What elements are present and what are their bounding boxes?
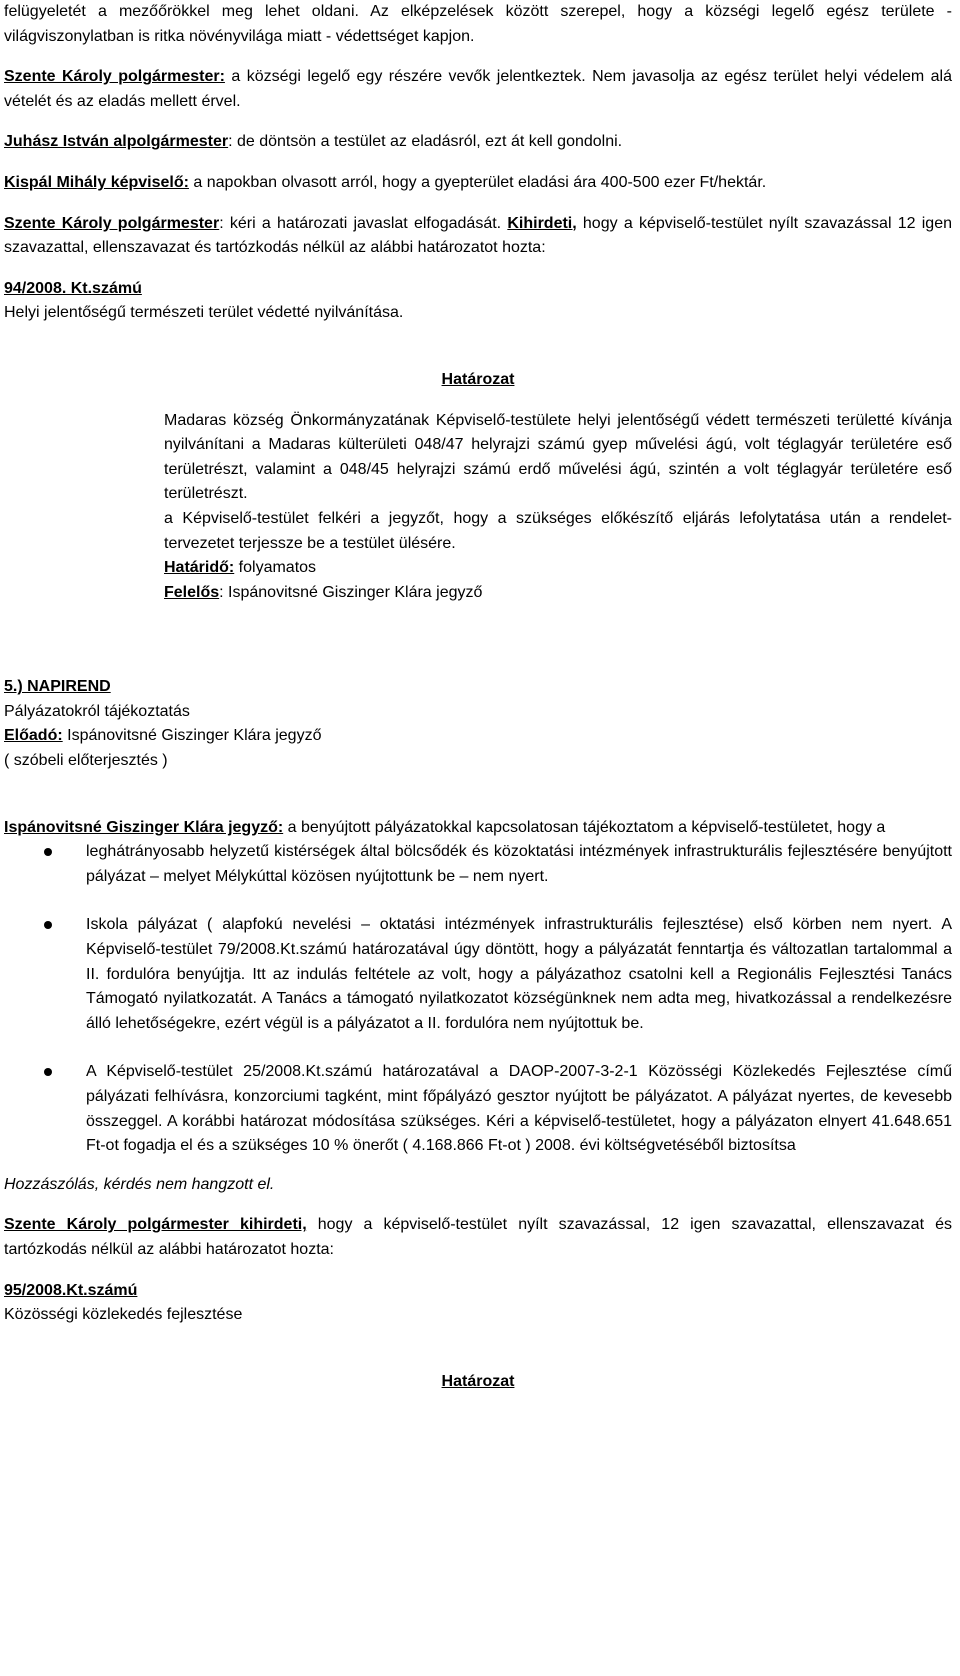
responsible-label: Felelős [164, 583, 220, 601]
paragraph-mayor-vote [4, 212, 952, 261]
list-item-text: Iskola pályázat ( alapfokú nevelési – oktatási intézmények infrastrukturális fejlesztése) első körben nem nyert. A Képviselő-testület 79/2008.Kt.számú határozatával úgy döntött, hogy a pályázatát fenntartja és változatlan tartalommal a II. fordulóra benyújtja. Itt az indulás feltétele az volt, hogy a pályázathoz csatolni kell a Regionális Fejlesztési Tanács Támogató nyilatkozatát. A Tanács a támogató nyilatkozatot községünknek nem adta meg, hivatkozással a rendelkezésre álló lehetőségekre, ezért végül is a pályázatot a II. fordulóra nem nyújtottuk be. [86, 916, 952, 1032]
resolution-number: 94/2008. Kt.számú [4, 279, 142, 297]
list-item [4, 913, 952, 1036]
resolution-deadline [164, 556, 952, 581]
responsible-value: : Ispánovitsné Giszinger Klára jegyző [219, 583, 483, 601]
paragraph-mayor-announce [4, 1213, 952, 1262]
agenda-heading: 5.) NAPIREND [4, 678, 111, 696]
paragraph-text: : de döntsön a testület az eladásról, ezt át kell gondolni. [228, 133, 623, 151]
speaker-name: Szente Károly polgármester kihirdeti, [4, 1216, 307, 1234]
resolution-body [164, 409, 952, 606]
presenter-value: Ispánovitsné Giszinger Klára jegyző [62, 727, 322, 745]
speaker-name: Juhász István alpolgármester [4, 133, 229, 151]
paragraph-text: a napokban olvasott arról, hogy a gyepterület eladási ára 400-500 ezer Ft/hektár. [188, 173, 767, 191]
paragraph-deputy-mayor [4, 130, 952, 155]
paragraph-text: a benyújtott pályázatokkal kapcsolatosan tájékoztatom a képviselő-testületet, hogy a [283, 818, 886, 836]
resolution-number: 95/2008.Kt.számú [4, 1281, 138, 1299]
paragraph-intro: felügyeletét a mezőőrökkel meg lehet oldani. Az elképzelések között szerepel, hogy a községi legelő egész területe - világviszonylatban is ritka növényvilága miatt - védettséget kapjon. [4, 3, 952, 45]
list-item-text: A Képviselő-testület 25/2008.Kt.számú határozatával a DAOP-2007-3-2-1 Közösségi Közlekedés Fejlesztése című pályázati felhívásra, konzorciumi tagként, mint főpályázó gesztor nyújtott be pályázatot. A pályázat nyertes, de kevesebb összeggel. A korábbi határozat módosítása szükséges. Kéri a képviselő-testületet, hogy a pályázaton elnyert 41.648.651 Ft-ot fogadja el és a szükséges 10 % önerőt ( 4.168.866 Ft-ot ) 2008. évi költségvetéséből biztosítsa [86, 1063, 952, 1155]
resolution-title: Helyi jelentőségű természeti terület védetté nyilvánítása. [4, 304, 404, 322]
resolution-responsible [164, 581, 952, 606]
resolution-heading: Határozat [441, 370, 515, 388]
speaker-name: Szente Károly polgármester [4, 214, 220, 232]
agenda-title: Pályázatokról tájékoztatás [4, 702, 190, 720]
list-item [4, 1060, 952, 1158]
paragraph-text: hogy a képviselő-testület nyílt szavazással, 12 igen szavazattal, ellenszavazat és tartózkodás nélkül az alábbi határozatot hozta: [4, 1216, 953, 1258]
deadline-value: folyamatos [234, 559, 317, 577]
paragraph-text: hogy a képviselő-testület nyílt szavazással 12 igen szavazattal, ellenszavazat és tartózkodás nélkül az alábbi határozatot hozta: [4, 214, 952, 257]
resolution-title: Közösségi közlekedés fejlesztése [4, 1306, 243, 1324]
presenter-label: Előadó: [4, 727, 63, 745]
speaker-name: Szente Károly polgármester: [4, 68, 225, 86]
paragraph-representative [4, 171, 952, 196]
bullet-icon [44, 921, 52, 929]
resolution-text: a Képviselő-testület felkéri a jegyzőt, hogy a szükséges előkészítő eljárás lefolytatása után a rendelet-tervezetet terjessze be a testület ülésére. [164, 509, 952, 552]
bullet-icon [44, 1068, 52, 1076]
agenda-note: ( szóbeli előterjesztés ) [4, 752, 168, 770]
bullet-icon [44, 848, 52, 856]
speaker-name: Kispál Mihály képviselő: [4, 173, 189, 191]
list-item-text: leghátrányosabb helyzetű kistérségek által bölcsődék és közoktatási intézmények infrastrukturális fejlesztésére benyújtott pályázat – melyet Mélykúttal közösen nyújtottunk be – nem nyert. [86, 843, 952, 885]
paragraph-text: a községi legelő egy részére vevők jelentkeztek. Nem javasolja az egész terület helyi védelem alá vételét és az eladás mellett érvel. [4, 68, 953, 110]
deadline-label: Határidő: [164, 559, 235, 577]
agenda-presenter [4, 724, 952, 749]
document-page [4, 0, 952, 1394]
resolution-heading: Határozat [441, 1372, 515, 1390]
list-item [4, 840, 952, 889]
announcement-word: Kihirdeti, [507, 214, 577, 232]
bullet-list [4, 840, 952, 1159]
paragraph-notary [4, 816, 952, 841]
resolution-text: Madaras község Önkormányzatának Képviselő-testülete helyi jelentőségű védett természeti területté kívánja nyilvánítani a Madaras külterületi 048/47 helyrajzi számú gyep művelési ágú, volt téglagyár területére eső területrészt, valamint a 048/45 helyrajzi számú erdő művelési ágú, szintén a volt téglagyár területére eső területrészt. [164, 411, 952, 503]
paragraph-mayor-sale [4, 65, 952, 114]
speaker-name: Ispánovitsné Giszinger Klára jegyző: [4, 818, 284, 836]
paragraph-no-comments: Hozzászólás, kérdés nem hangzott el. [4, 1175, 275, 1193]
paragraph-text: : kéri a határozati javaslat elfogadását. [219, 214, 508, 232]
